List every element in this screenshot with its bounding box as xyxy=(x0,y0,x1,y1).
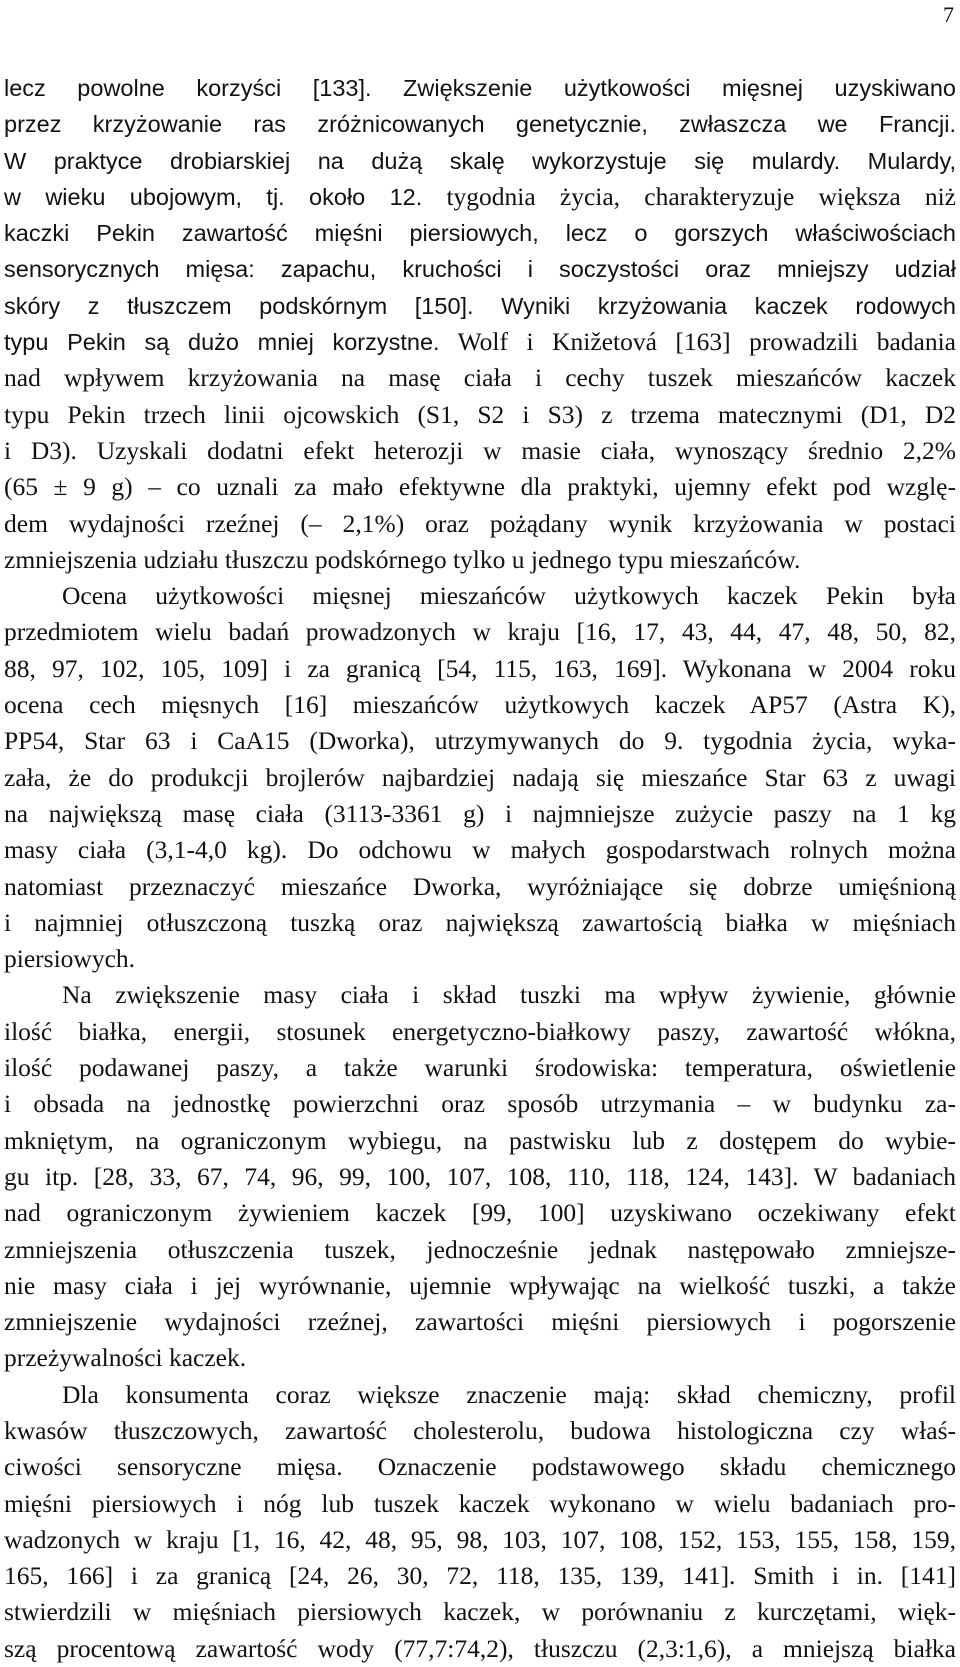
text-line: ciwości sensoryczne mięsa. Oznaczenie podstawowego składu chemicznego xyxy=(4,1452,956,1482)
text-line: kwasów tłuszczowych, zawartość cholesterolu, budowa histologiczna czy właś- xyxy=(4,1415,956,1445)
text-line: 88, 97, 102, 105, 109] i za granicą [54, 115, 163, 169]. Wykonana w 2004 roku xyxy=(4,653,956,683)
text-segment: w wieku ubojowym, tj. około 12. xyxy=(4,183,423,210)
text-line: W praktyce drobiarskiej na dużą skalę wykorzystuje się mulardy. Mulardy, xyxy=(4,147,956,174)
text-line xyxy=(4,324,956,360)
text-line: nad ograniczonym żywieniem kaczek [99, 100] uzyskiwano oczekiwany efekt xyxy=(4,1198,956,1228)
body-text xyxy=(4,70,956,1667)
text-line: stwierdzili w mięśniach piersiowych kaczek, w porównaniu z kurczętami, więk- xyxy=(4,1597,956,1627)
text-line: ocena cech mięsnych [16] mieszańców użytkowych kaczek AP57 (Astra K), xyxy=(4,690,956,720)
text-line: przez krzyżowanie ras zróżnicowanych genetycznie, zwłaszcza we Francji. xyxy=(4,111,956,138)
text-segment: typu Pekin są dużo mniej korzystne. xyxy=(4,329,440,356)
text-line: nad wpływem krzyżowania na masę ciała i cechy tuszek mieszańców kaczek xyxy=(4,363,956,393)
text-line: sensorycznych mięsa: zapachu, kruchości i soczystości oraz mniejszy udział xyxy=(4,256,956,283)
text-line: 165, 166] i za granicą [24, 26, 30, 72, 118, 135, 139, 141]. Smith i in. [141] xyxy=(4,1561,956,1591)
paragraph-first-line: Ocena użytkowości mięsnej mieszańców użytkowych kaczek Pekin była xyxy=(62,581,956,611)
text-line: wadzonych w kraju [1, 16, 42, 48, 95, 98, 103, 107, 108, 152, 153, 155, 158, 159, xyxy=(4,1524,956,1554)
text-line: i obsada na jednostkę powierzchni oraz sposób utrzymania – w budynku za- xyxy=(4,1089,956,1119)
text-line: PP54, Star 63 i CaA15 (Dworka), utrzymywanych do 9. tygodnia życia, wyka- xyxy=(4,726,956,756)
text-line: na największą masę ciała (3113-3361 g) i najmniejsze zużycie paszy na 1 kg xyxy=(4,798,956,828)
text-line: masy ciała (3,1-4,0 kg). Do odchowu w małych gospodarstwach rolnych można xyxy=(4,835,956,865)
paragraph-first-line: Dla konsumenta coraz większe znaczenie mają: skład chemiczny, profil xyxy=(62,1379,956,1409)
text-line: zmniejszenie wydajności rzeźnej, zawartości mięśni piersiowych i pogorszenie xyxy=(4,1307,956,1337)
text-line: (65 ± 9 g) – co uznali za mało efektywne dla praktyki, ujemny efekt pod wzglę- xyxy=(4,472,956,502)
text-line: typu Pekin trzech linii ojcowskich (S1, S2 i S3) z trzema matecznymi (D1, D2 xyxy=(4,399,956,429)
text-line: natomiast przeznaczyć mieszańce Dworka, wyróżniające się dobrze umięśnioną xyxy=(4,871,956,901)
page-number: 7 xyxy=(943,2,954,27)
text-segment: tygodnia życia, charakteryzuje większa niż xyxy=(422,181,956,211)
text-line: dem wydajności rzeźnej (– 2,1%) oraz pożądany wynik krzyżowania w postaci xyxy=(4,508,956,538)
text-line: zała, że do produkcji brojlerów najbardziej nadają się mieszańce Star 63 z uwagi xyxy=(4,762,956,792)
text-line: lecz powolne korzyści [133]. Zwiększenie użytkowości mięsnej uzyskiwano xyxy=(4,75,956,101)
text-line: skóry z tłuszczem podskórnym [150]. Wyniki krzyżowania kaczek rodowych xyxy=(4,292,956,319)
text-line: i D3). Uzyskali dodatni efekt heterozji w masie ciała, wynoszący średnio 2,2% xyxy=(4,435,956,465)
text-line: zmniejszenia udziału tłuszczu podskórnego tylko u jednego typu mieszańców. xyxy=(4,544,801,574)
text-line: piersiowych. xyxy=(4,944,136,974)
paragraph-first-line: Na zwiększenie masy ciała i skład tuszki ma wpływ żywienie, głównie xyxy=(62,980,956,1010)
text-line: ilość białka, energii, stosunek energetyczno-białkowy paszy, zawartość włókna, xyxy=(4,1016,956,1046)
text-line: zmniejszenia otłuszczenia tuszek, jednocześnie jednak następowało zmniejsze- xyxy=(4,1234,956,1264)
text-line: mięśni piersiowych i nóg lub tuszek kaczek wykonano w wielu badaniach pro- xyxy=(4,1488,956,1518)
text-line xyxy=(4,179,956,215)
text-line: szą procentową zawartość wody (77,7:74,2), tłuszczu (2,3:1,6), a mniejszą białka xyxy=(4,1633,956,1663)
text-line: mkniętym, na ograniczonym wybiegu, na pastwisku lub z dostępem do wybie- xyxy=(4,1125,956,1155)
text-line: przeżywalności kaczek. xyxy=(4,1343,247,1373)
text-line: kaczki Pekin zawartość mięśni piersiowych, lecz o gorszych właściwościach xyxy=(4,220,956,247)
text-segment: Wolf i Knižetová [163] prowadzili badania xyxy=(439,327,956,357)
text-line: przedmiotem wielu badań prowadzonych w kraju [16, 17, 43, 44, 47, 48, 50, 82, xyxy=(4,617,956,647)
text-line: i najmniej otłuszczoną tuszką oraz największą zawartością białka w mięśniach xyxy=(4,907,956,937)
text-line: gu itp. [28, 33, 67, 74, 96, 99, 100, 107, 108, 110, 118, 124, 143]. W badaniach xyxy=(4,1161,956,1191)
text-line: ilość podawanej paszy, a także warunki środowiska: temperatura, oświetlenie xyxy=(4,1053,956,1083)
text-line: nie masy ciała i jej wyrównanie, ujemnie wpływając na wielkość tuszki, a także xyxy=(4,1270,956,1300)
